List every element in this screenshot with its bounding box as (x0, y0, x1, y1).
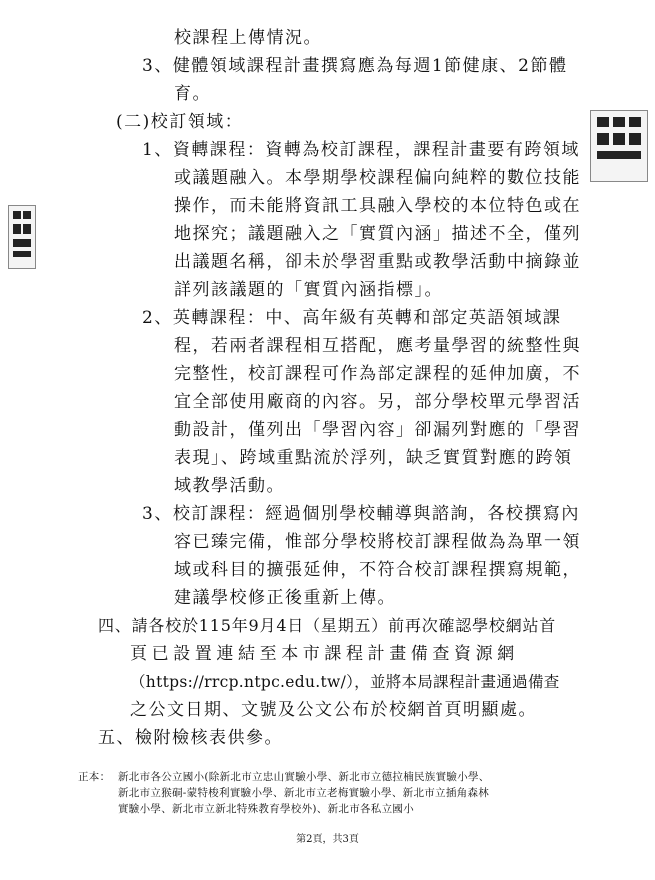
section-four-line: 頁已設置連結至本市課程計畫備查資源網 (130, 644, 519, 664)
body-line: 1、資轉課程：資轉為校訂課程，課程計畫要有跨領域 (142, 140, 580, 160)
url-line: （https://rrcp.ntpc.edu.tw/），並將本局課程計畫通過備查 (130, 673, 560, 691)
body-line: 建議學校修正後重新上傳。 (174, 588, 396, 608)
body-line: 出議題名稱，卻未於學習重點或教學活動中摘錄並 (174, 252, 581, 272)
body-line: 2、英轉課程：中、高年級有英轉和部定英語領域課 (142, 308, 562, 328)
seal-stamp-right (590, 110, 648, 182)
body-line: 或議題融入。本學期學校課程偏向純粹的數位技能 (174, 168, 581, 188)
main-recipient-line: 新北市各公立國小(除新北市立忠山實驗小學、新北市立德拉楠民族實驗小學、 (118, 771, 490, 783)
body-line: 宜全部使用廠商的內容。另，部分學校單元學習活 (174, 392, 581, 412)
body-line: 校課程上傳情況。 (174, 28, 322, 48)
body-line: 完整性，校訂課程可作為部定課程的延伸加廣，不 (174, 364, 581, 384)
body-line: 詳列該議題的「實質內涵指標」。 (174, 280, 443, 300)
body-line: 域教學活動。 (174, 476, 285, 496)
body-line: 表現」、跨域重點流於浮列，缺乏實質對應的跨領 (174, 448, 573, 468)
main-recipient-line: 新北市立猴硐-蒙特梭利實驗小學、新北市立老梅實驗小學、新北市立插角森林 (118, 787, 490, 799)
body-line: 3、健體領域課程計畫撰寫應為每週1節健康、2節體 (142, 56, 568, 76)
body-line: 域或科目的擴張延伸，不符合校訂課程撰寫規範， (174, 560, 581, 580)
section-five-line: 五、檢附檢核表供參。 (98, 728, 283, 748)
main-recipient-label: 正本： (78, 771, 111, 783)
body-line: 3、校訂課程：經過個別學校輔導與諮詢，各校撰寫內 (142, 504, 580, 524)
section-four-line: 四、請各校於115年9月4日（星期五）前再次確認學校網站首 (98, 616, 557, 635)
section-heading: (二)校訂領域： (116, 112, 244, 132)
section-four-line: 之公文日期、文號及公文公布於校網首頁明顯處。 (130, 700, 537, 720)
body-line: 地探究；議題融入之「實質內涵」描述不全，僅列 (174, 224, 581, 244)
body-line: 育。 (174, 84, 211, 104)
seal-stamp-left (8, 205, 36, 269)
body-line: 程，若兩者課程相互搭配，應考量學習的統整性與 (174, 336, 581, 356)
page-number: 第2頁，共3頁 (296, 834, 359, 845)
main-recipient-line: 實驗小學、新北市立新北特殊教育學校外)、新北市各私立國小 (118, 803, 414, 815)
body-line: 動設計，僅列出「學習內容」卻漏列對應的「學習 (174, 420, 581, 440)
body-line: 操作，而未能將資訊工具融入學校的本位特色或在 (174, 196, 581, 216)
body-line: 容已臻完備，惟部分學校將校訂課程做為為單一領 (174, 532, 581, 552)
